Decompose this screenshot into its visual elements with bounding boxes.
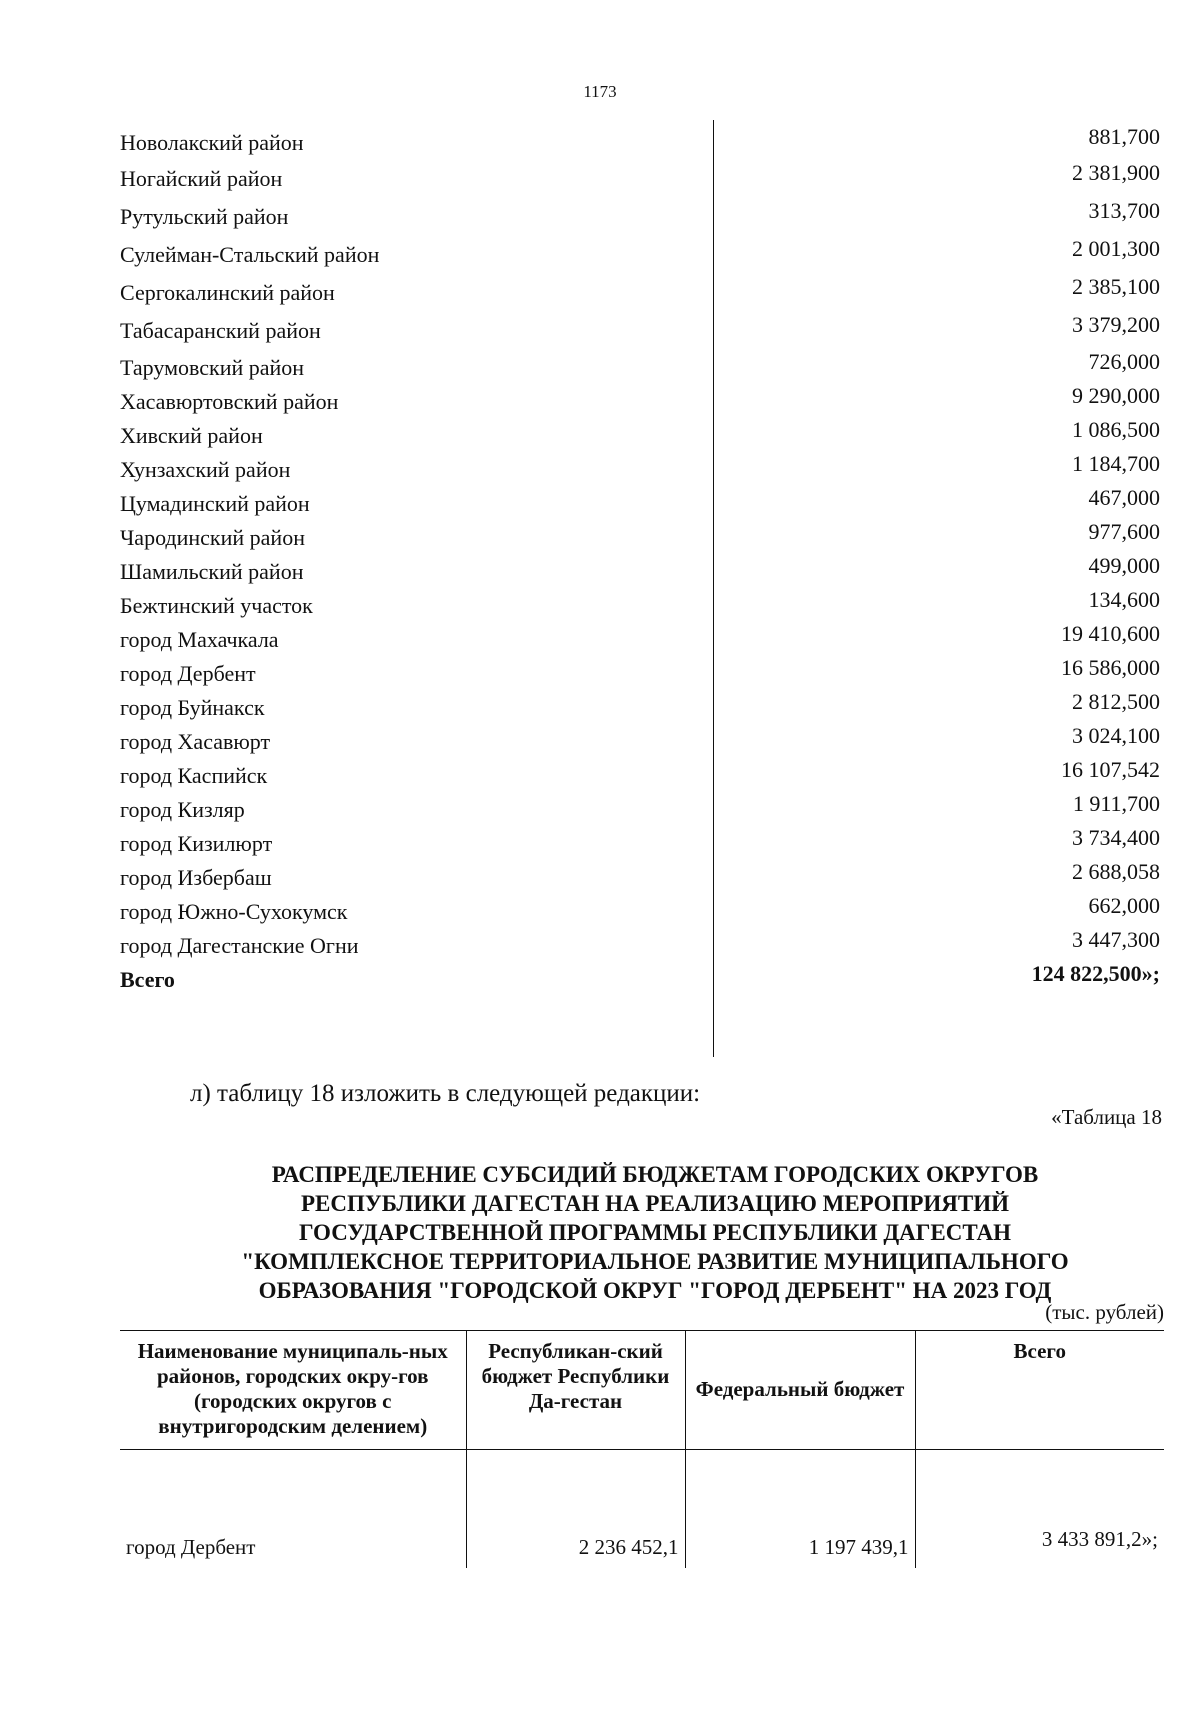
district-name: Тарумовский район bbox=[120, 355, 305, 380]
district-name: город Избербаш bbox=[120, 865, 272, 890]
district-name: Табасаранский район bbox=[120, 318, 321, 343]
allocation-row bbox=[120, 621, 1160, 655]
district-amount: 467,000 bbox=[1088, 485, 1160, 510]
allocation-row bbox=[120, 417, 1160, 451]
allocation-row bbox=[120, 553, 1160, 587]
subsidy-table bbox=[120, 1330, 1164, 1568]
district-amount: 1 184,700 bbox=[1072, 451, 1160, 476]
total-amount: 124 822,500»; bbox=[1031, 961, 1160, 986]
table-reference: «Таблица 18 bbox=[1051, 1105, 1162, 1129]
district-name: город Кизляр bbox=[120, 797, 245, 822]
allocation-row bbox=[120, 689, 1160, 723]
federal-amount: 1 197 439,1 bbox=[685, 1450, 915, 1569]
district-amount: 726,000 bbox=[1088, 349, 1160, 374]
municipality-name: город Дербент bbox=[126, 1535, 256, 1559]
allocation-list bbox=[120, 124, 1160, 997]
allocation-row bbox=[120, 485, 1160, 519]
district-amount: 1 911,700 bbox=[1072, 791, 1160, 816]
district-name: город Буйнакск bbox=[120, 695, 265, 720]
total-row bbox=[120, 961, 1160, 997]
district-amount: 977,600 bbox=[1088, 519, 1160, 544]
district-name: Бежтинский участок bbox=[120, 593, 313, 618]
district-amount: 2 688,058 bbox=[1072, 859, 1160, 884]
amendment-instruction: л) таблицу 18 изложить в следующей редакции: bbox=[190, 1080, 701, 1107]
republican-amount: 2 236 452,1 bbox=[466, 1450, 685, 1569]
header-row bbox=[120, 1331, 1164, 1450]
table-row bbox=[120, 1450, 1164, 1569]
title-line: "КОМПЛЕКСНОЕ ТЕРРИТОРИАЛЬНОЕ РАЗВИТИЕ МУНИЦИПАЛЬНОГО bbox=[241, 1249, 1069, 1274]
district-name: город Южно-Сухокумск bbox=[120, 899, 348, 924]
district-amount: 9 290,000 bbox=[1072, 383, 1160, 408]
district-name: город Махачкала bbox=[120, 627, 279, 652]
district-amount: 2 001,300 bbox=[1072, 236, 1160, 261]
district-name: Шамильский район bbox=[120, 559, 304, 584]
allocation-row bbox=[120, 927, 1160, 961]
header-federal-budget: Федеральный бюджет bbox=[685, 1331, 915, 1450]
allocation-row bbox=[120, 723, 1160, 757]
district-amount: 662,000 bbox=[1088, 893, 1160, 918]
district-amount: 2 381,900 bbox=[1072, 160, 1160, 185]
allocation-row bbox=[120, 519, 1160, 553]
district-amount: 16 586,000 bbox=[1061, 655, 1160, 680]
total-label: Всего bbox=[120, 967, 175, 992]
district-amount: 499,000 bbox=[1088, 553, 1160, 578]
district-name: Хунзахский район bbox=[120, 457, 291, 482]
title-line: ОБРАЗОВАНИЯ "ГОРОДСКОЙ ОКРУГ "ГОРОД ДЕРБЕНТ" НА 2023 ГОД bbox=[258, 1278, 1052, 1303]
header-republican-budget: Республикан-ский бюджет Республики Да-гестан bbox=[466, 1331, 685, 1450]
district-amount: 1 086,500 bbox=[1072, 417, 1160, 442]
district-amount: 2 385,100 bbox=[1072, 274, 1160, 299]
allocation-row bbox=[120, 859, 1160, 893]
district-amount: 3 379,200 bbox=[1072, 312, 1160, 337]
title-line: РЕСПУБЛИКИ ДАГЕСТАН НА РЕАЛИЗАЦИЮ МЕРОПРИЯТИЙ bbox=[300, 1191, 1010, 1216]
district-name: Хасавюртовский район bbox=[120, 389, 339, 414]
district-amount: 134,600 bbox=[1088, 587, 1160, 612]
allocation-row bbox=[120, 124, 1160, 160]
allocation-row bbox=[120, 383, 1160, 417]
district-amount: 3 447,300 bbox=[1072, 927, 1160, 952]
district-name: город Каспийск bbox=[120, 763, 268, 788]
district-amount: 16 107,542 bbox=[1061, 757, 1160, 782]
table-title bbox=[190, 1160, 1120, 1305]
district-name: Сергокалинский район bbox=[120, 280, 335, 305]
district-name: Новолакский район bbox=[120, 130, 304, 155]
title-line: РАСПРЕДЕЛЕНИЕ СУБСИДИЙ БЮДЖЕТАМ ГОРОДСКИХ ОКРУГОВ bbox=[271, 1162, 1039, 1187]
allocation-row bbox=[120, 757, 1160, 791]
district-amount: 3 734,400 bbox=[1072, 825, 1160, 850]
allocation-row bbox=[120, 274, 1160, 312]
district-name: Чародинский район bbox=[120, 525, 305, 550]
title-line: ГОСУДАРСТВЕННОЙ ПРОГРАММЫ РЕСПУБЛИКИ ДАГЕСТАН bbox=[298, 1220, 1012, 1245]
district-name: Хивский район bbox=[120, 423, 263, 448]
header-total: Всего bbox=[915, 1331, 1164, 1450]
district-name: город Кизилюрт bbox=[120, 831, 273, 856]
district-amount: 313,700 bbox=[1088, 198, 1160, 223]
district-name: город Хасавюрт bbox=[120, 729, 271, 754]
district-amount: 2 812,500 bbox=[1072, 689, 1160, 714]
district-name: город Дербент bbox=[120, 661, 256, 686]
allocation-row bbox=[120, 160, 1160, 198]
allocation-row bbox=[120, 349, 1160, 383]
allocation-row bbox=[120, 825, 1160, 859]
allocation-row bbox=[120, 791, 1160, 825]
district-name: город Дагестанские Огни bbox=[120, 933, 359, 958]
allocation-row bbox=[120, 893, 1160, 927]
allocation-row bbox=[120, 312, 1160, 349]
district-amount: 881,700 bbox=[1088, 124, 1160, 149]
allocation-row bbox=[120, 451, 1160, 485]
district-name: Ногайский район bbox=[120, 166, 283, 191]
units-label: (тыс. рублей) bbox=[1045, 1300, 1164, 1324]
header-municipality: Наименование муниципаль-ных районов, городских окру-гов (городских округов с внутригородским делением) bbox=[120, 1331, 466, 1450]
allocation-row bbox=[120, 587, 1160, 621]
district-amount: 3 024,100 bbox=[1072, 723, 1160, 748]
allocation-row bbox=[120, 198, 1160, 236]
total-amount-cell: 3 433 891,2»; bbox=[915, 1450, 1164, 1569]
page-number: 1173 bbox=[583, 82, 617, 101]
allocation-row bbox=[120, 655, 1160, 689]
allocation-row bbox=[120, 236, 1160, 274]
district-name: Цумадинский район bbox=[120, 491, 310, 516]
district-name: Рутульский район bbox=[120, 204, 289, 229]
district-name: Сулейман-Стальский район bbox=[120, 242, 380, 267]
district-amount: 19 410,600 bbox=[1061, 621, 1160, 646]
